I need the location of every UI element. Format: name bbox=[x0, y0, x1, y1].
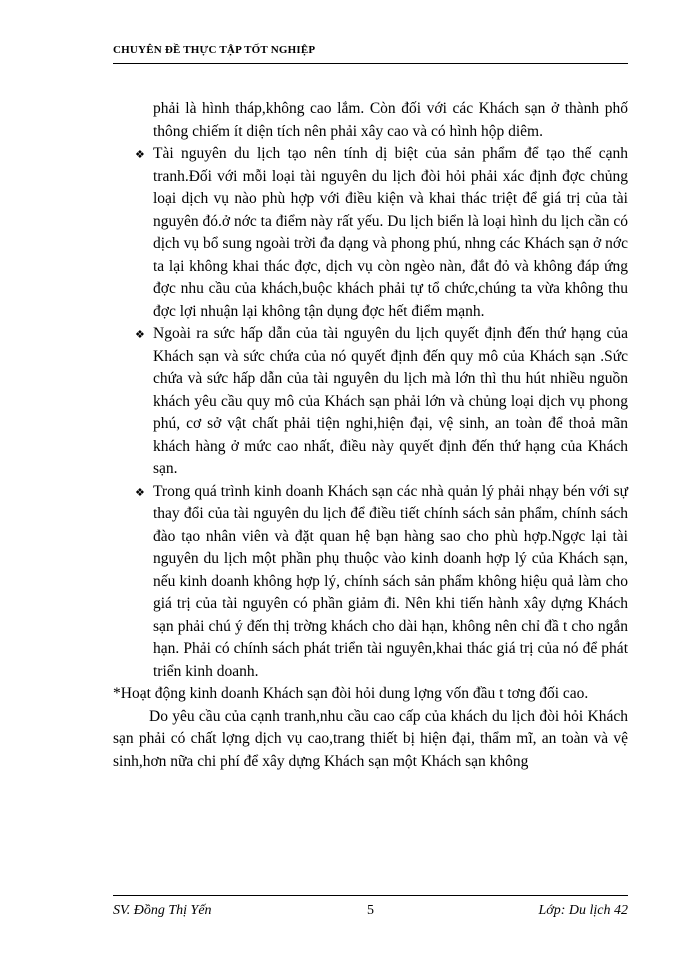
bullet-item bbox=[113, 481, 628, 684]
body-paragraph: Do yêu cầu của cạnh tranh,nhu cầu cao cấp của khách du lịch đòi hỏi Khách sạn phải có chất lợng dịch vụ cao,trang thiết bị hiện đại, thẩm mĩ, an toàn và vệ sinh,hơn nữa chi phí để xây dựng Khách sạn một Khách sạn không bbox=[113, 707, 628, 770]
header-rule bbox=[113, 63, 628, 64]
page-body bbox=[113, 98, 628, 773]
bullet-list bbox=[113, 143, 628, 683]
footer-author: SV. Đồng Thị Yến bbox=[113, 903, 212, 918]
bullet-item bbox=[113, 143, 628, 323]
footer-class: Lớp: Du lịch 42 bbox=[538, 903, 628, 918]
diamond-bullet-icon: ❖ bbox=[135, 486, 145, 499]
bullet-text: Trong quá trình kinh doanh Khách sạn các nhà quản lý phải nhạy bén với sự thay đổi của tài nguyên du lịch để điều tiết chính sách sản phẩm, chính sách đào tạo nhân viên và đặt quan hệ bạn hàng sao cho phù hợp.Ngợc lại tài nguyên du lịch một phần phụ thuộc vào kinh doanh hợp lý của Khách sạn, nếu kinh doanh không hợp lý, chính sách sản phẩm không hiệu quả làm cho giá trị của tài nguyên có phần giảm đi. Nên khi tiến hành xây dựng Khách sạn phải chú ý đến thị trờng khách cho dài hạn, không nên chỉ đầ t cho ngắn hạn. Phải có chính sách phát triển tài nguyên,khai thác giá trị của nó để phát triển kinh doanh. bbox=[153, 482, 628, 680]
bullet-item bbox=[113, 323, 628, 481]
continuation-paragraph: phải là hình tháp,không cao lắm. Còn đối với các Khách sạn ở thành phố thông chiếm ít diện tích nên phải xây cao và có hình hộp diêm. bbox=[153, 100, 628, 140]
bullet-text: Tài nguyên du lịch tạo nên tính dị biệt của sản phẩm để tạo thế cạnh tranh.Đối với mỗi loại tài nguyên du lịch đòi hỏi phải xác định đợc chủng loại dịch vụ nào phù hợp với điều kiện và khai thác triệt để giá trị của tài nguyên đó.ở nớc ta điểm này rất yếu. Du lịch biển là loại hình du lịch cần có dịch vụ bổ sung ngoài trời đa dạng và phong phú, nhng các Khách sạn ở nớc ta lại không khai thác đợc, dịch vụ còn ngèo nàn, đắt đỏ và không đáp ứng đợc nhu cầu của khách,buộc khách phải tự tổ chức,chúng ta vừa không thu đợc lợi nhuận lại không tận dụng đợc hết điểm mạnh. bbox=[153, 145, 628, 320]
page-footer bbox=[113, 903, 628, 925]
diamond-bullet-icon: ❖ bbox=[135, 329, 145, 341]
bullet-text: Ngoài ra sức hấp dẫn của tài nguyên du lịch quyết định đến thứ hạng của Khách sạn và sức chứa của nó quyết định đến quy mô của Khách sạn .Sức chứa và sức hấp dẫn của tài nguyên du lịch mà lớn thì thu hút nhiều nguồn khách yêu cầu quy mô của Khách sạn phải lớn và chủng loại dịch vụ phong phú, cơ sở vật chất phải tiện nghi,hiện đại, vệ sinh, an toàn để thoả mãn khách hàng ở mức cao nhất, điều này quyết định đến thứ hạng của Khách sạn. bbox=[153, 325, 628, 477]
footer-rule bbox=[113, 895, 628, 896]
running-header: CHUYÊN ĐỀ THỰC TẬP TỐT NGHIỆP bbox=[113, 44, 316, 56]
page-number: 5 bbox=[367, 903, 374, 918]
star-paragraph: *Hoạt động kinh doanh Khách sạn đòi hỏi dung lợng vốn đầu t tơng đối cao. bbox=[113, 685, 589, 702]
diamond-bullet-icon: ❖ bbox=[135, 149, 145, 161]
